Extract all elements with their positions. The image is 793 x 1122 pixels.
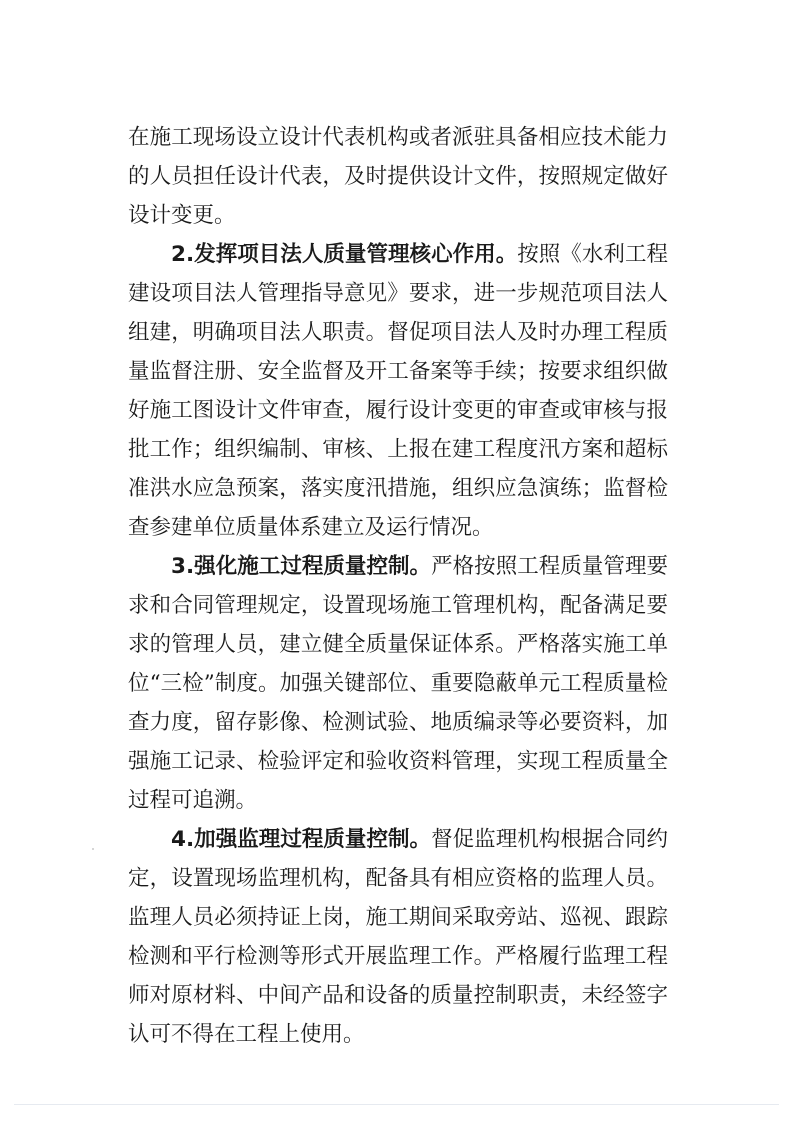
paragraph-design-representative <box>128 118 668 235</box>
paragraph-project-legal-person <box>128 235 668 547</box>
paragraph-heading: 4.加强监理过程质量控制。 <box>171 827 432 852</box>
page-bottom-rule <box>14 1104 779 1105</box>
paragraph-heading: 3.强化施工过程质量控制。 <box>171 554 432 579</box>
paragraph-supervision-quality <box>128 820 668 1054</box>
paragraph-construction-quality <box>128 547 668 820</box>
scan-speck <box>92 848 94 850</box>
paragraph-text: 按照《水利工程建设项目法人管理指导意见》要求，进一步规范项目法人组建，明确项目法人职责。督促项目法人及时办理工程质量监督注册、安全监督及开工备案等手续；按要求组织做好施工图设计文件审查，履行设计变更的审查或审核与报批工作；组织编制、审核、上报在建工程度汛方案和超标准洪水应急预案，落实度汛措施，组织应急演练；监督检查参建单位质量体系建立及运行情况。 <box>128 242 668 540</box>
paragraph-text: 在施工现场设立设计代表机构或者派驻具备相应技术能力的人员担任设计代表，及时提供设计文件，按照规定做好设计变更。 <box>128 125 668 228</box>
document-body <box>128 118 668 1054</box>
paragraph-heading: 2.发挥项目法人质量管理核心作用。 <box>171 242 518 267</box>
paragraph-text: 督促监理机构根据合同约定，设置现场监理机构，配备具有相应资格的监理人员。监理人员必须持证上岗，施工期间采取旁站、巡视、跟踪检测和平行检测等形式开展监理工作。严格履行监理工程师对原材料、中间产品和设备的质量控制职责，未经签字认可不得在工程上使用。 <box>128 827 668 1047</box>
paragraph-text: 严格按照工程质量管理要求和合同管理规定，设置现场施工管理机构，配备满足要求的管理人员，建立健全质量保证体系。严格落实施工单位“三检”制度。加强关键部位、重要隐蔽单元工程质量检查力度，留存影像、检测试验、地质编录等必要资料，加强施工记录、检验评定和验收资料管理，实现工程质量全过程可追溯。 <box>128 554 668 813</box>
